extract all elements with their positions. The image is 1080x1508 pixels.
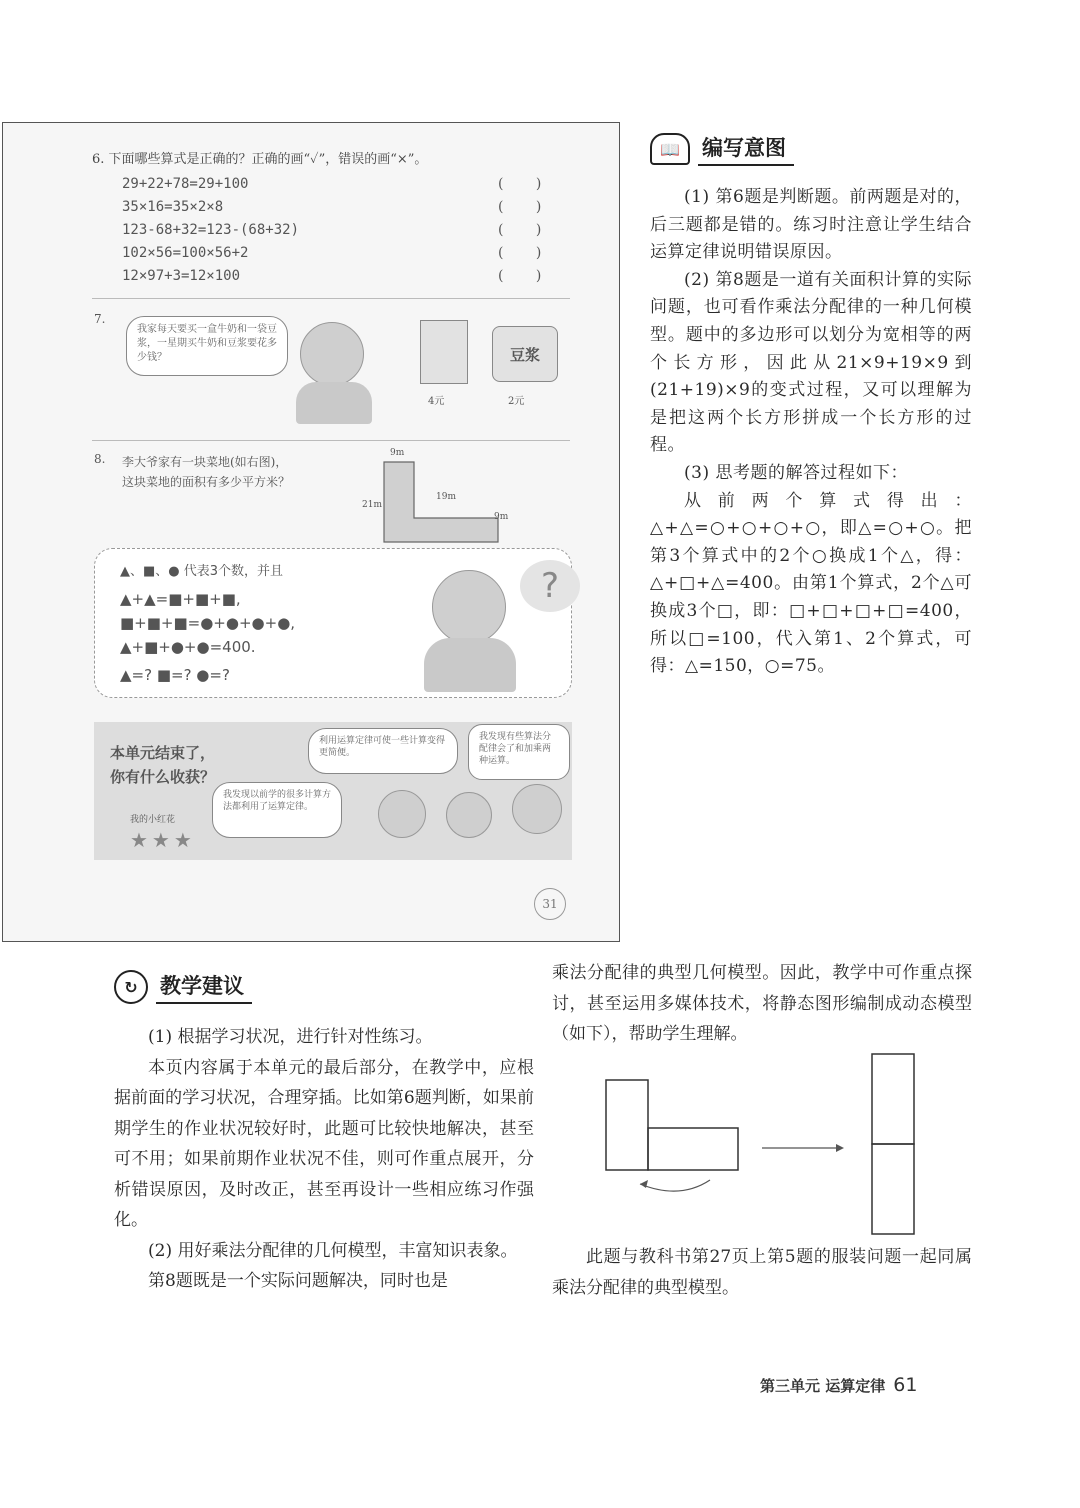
puzzle-row-2: ■+■+■=●+●+●+●, — [120, 614, 296, 632]
milk-price: 4元 — [428, 396, 445, 407]
advice-cont: 乘法分配律的典型几何模型。因此，教学中可作重点探讨，甚至运用多媒体技术，将静态图形编制成动态模型（如下），帮助学生理解。 — [552, 963, 972, 1044]
dim-top: 9m — [390, 448, 405, 458]
girl-body-illustration — [296, 382, 372, 424]
open-book-icon: 📖 — [650, 133, 690, 165]
child-illustration — [378, 790, 426, 838]
answer-paren: ( ) — [498, 268, 556, 284]
q6-item-5: 12×97+3=12×100 — [122, 268, 241, 284]
q7-speech-bubble: 我家每天要买一盒牛奶和一袋豆浆，一星期买牛奶和豆浆要花多少钱？ — [126, 316, 288, 376]
divider — [92, 298, 570, 299]
puzzle-row-3: ▲+■+●+●=400. — [120, 638, 256, 656]
page-footer — [760, 1374, 917, 1396]
intent-p4: 从前两个算式得出：△+△=○+○+○+○，即△=○+○。把第3个算式中的2个○换成1个△，得：△+□+△=400。由第1个算式，2个△可换成3个□，即：□+□+□+□=400，所以□=100，代入第1、2个算式，可得：△=150，○=75。 — [650, 490, 972, 677]
soy-price: 2元 — [508, 396, 525, 407]
summary-line-2: 你有什么收获？ — [110, 768, 216, 786]
answer-paren: ( ) — [498, 176, 556, 192]
boy-body-illustration — [424, 638, 516, 692]
dynamic-model-diagram — [600, 1050, 930, 1240]
advice-p1: (1) 根据学习状况，进行针对性练习。 — [148, 1027, 433, 1047]
intent-header — [650, 132, 794, 166]
advice-p3: (2) 用好乘法分配律的几何模型，丰富知识表象。 — [148, 1240, 518, 1261]
summary-bubble-2: 我发现有些算法分配律会了和加乘两种运算。 — [468, 724, 570, 780]
advice-continued — [552, 958, 972, 1050]
summary-bubble-3: 我发现以前学的很多计算方法都利用了运算定律。 — [212, 782, 342, 838]
rating-stars: ★★★ — [130, 828, 196, 852]
boy-illustration — [432, 570, 506, 644]
q6-title: 6. 下面哪些算式是正确的？正确的画“✓”，错误的画“×”。 — [92, 152, 428, 167]
child-illustration — [446, 792, 492, 838]
dim-middle: 19m — [436, 492, 456, 502]
q6-item-1: 29+22+78=29+100 — [122, 176, 249, 192]
rating-label: 我的小红花 — [130, 815, 176, 825]
footer-unit: 第三单元 运算定律 — [760, 1377, 886, 1395]
puzzle-intro: ▲、■、● 代表3个数，并且 — [120, 564, 284, 579]
intent-p1: (1) 第6题是判断题。前两题是对的，后三题都是错的。练习时注意让学生结合运算定律说明错误原因。 — [650, 187, 972, 263]
advice-p4: 第8题既是一个实际问题解决，同时也是 — [148, 1271, 448, 1291]
soy-milk-bag-icon: 豆浆 — [492, 326, 558, 382]
answer-paren: ( ) — [498, 245, 556, 261]
answer-paren: ( ) — [498, 199, 556, 215]
milk-carton-icon — [420, 320, 468, 384]
advice-title: 教学建议 — [156, 970, 252, 1004]
q6-item-3: 123-68+32=123-(68+32) — [122, 222, 300, 238]
divider — [92, 440, 570, 441]
puzzle-row-1: ▲+▲=■+■+■, — [120, 590, 241, 608]
advice-header — [114, 970, 252, 1004]
summary-line-1: 本单元结束了， — [110, 744, 216, 762]
intent-text — [650, 184, 972, 681]
q7-number: 7. — [94, 312, 106, 326]
q6-item-2: 35×16=35×2×8 — [122, 199, 224, 215]
q8-number: 8. — [94, 452, 106, 466]
page-number: 61 — [893, 1374, 918, 1396]
advice-p2: 本页内容属于本单元的最后部分，在教学中，应根据前面的学习状况，合理穿插。比如第6题判断，如果前期学生的作业状况较好时，此题可比较快地解决，甚至可不用；如果前期作业状况不佳，则可作重点展开，分析错误原因，及时改正，甚至再设计一些相应练习作强化。 — [114, 1057, 534, 1230]
intent-title: 编写意图 — [698, 132, 794, 166]
summary-bubble-1: 利用运算定律可使一些计算变得更简便。 — [308, 728, 458, 774]
q6-item-4: 102×56=100×56+2 — [122, 245, 249, 261]
advice-tail — [552, 1242, 972, 1303]
textbook-page-number: 31 — [534, 888, 566, 920]
question-cloud-icon: ? — [520, 560, 580, 612]
spiral-icon: ↻ — [114, 970, 148, 1004]
intent-p2: (2) 第8题是一道有关面积计算的实际问题，也可看作乘法分配律的一种几何模型。题中的多边形可以划分为宽相等的两个长方形，因此从21×9+19×9到(21+19)×9的变式过程，又可以理解为是把这两个长方形拼成一个长方形的过程。 — [650, 269, 972, 456]
puzzle-ask: ▲=? ■=? ●=? — [120, 666, 230, 684]
advice-text — [114, 1022, 534, 1297]
girl-illustration — [300, 322, 364, 386]
answer-paren: ( ) — [498, 222, 556, 238]
child-illustration — [512, 784, 562, 834]
advice-tail-text: 此题与教科书第27页上第5题的服装问题一起同属乘法分配律的典型模型。 — [552, 1247, 972, 1298]
intent-p3: (3) 思考题的解答过程如下： — [684, 462, 908, 483]
q8-text: 李大爷家有一块菜地(如右图)，这块菜地的面积有多少平方米？ — [122, 455, 291, 489]
dim-left: 21m — [362, 500, 382, 510]
dim-right: 9m — [494, 512, 509, 522]
